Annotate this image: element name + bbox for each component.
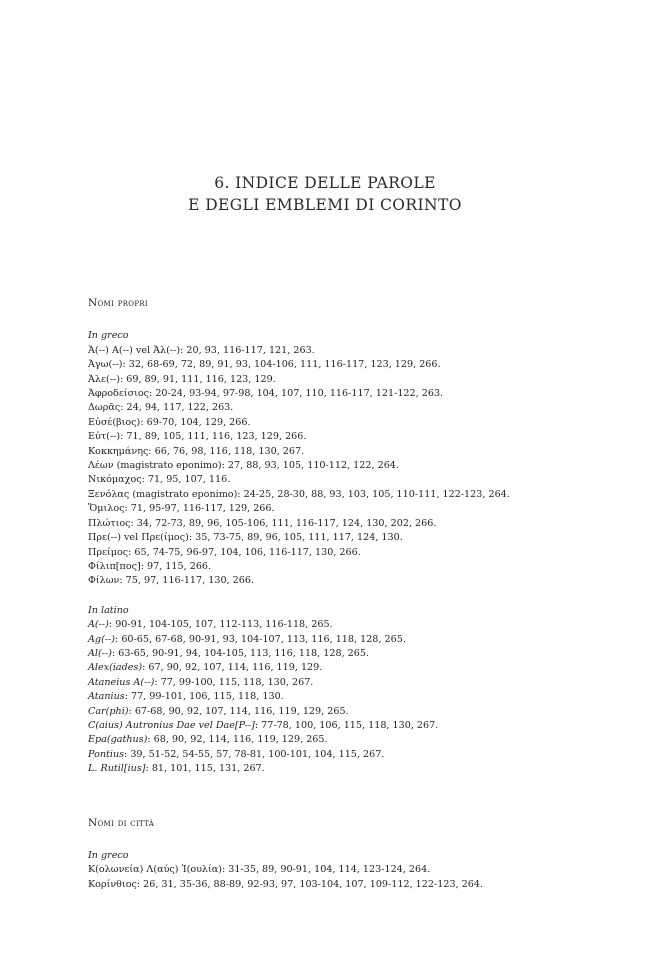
index-entry [88,373,568,387]
entry-term: Ataneius A(--) [88,676,155,688]
entry-term: Al(--) [88,647,112,659]
index-entry [88,574,568,588]
entry-term: Ag(--) [88,633,116,645]
index-entry [88,719,568,733]
entry-page-refs: : 65, 74-75, 96-97, 104, 106, 116-117, 130, 266. [128,546,361,558]
entry-term: Ἀ(--) Α(--) vel Ἀλ(--) [88,344,181,356]
subheading-in-greco: In greco [88,850,129,861]
page-title [0,172,650,216]
entry-term: A(--) [88,619,109,631]
entry-list [88,344,568,589]
entry-term: Epa(gathus) [88,734,148,746]
index-entry [88,546,568,560]
index-entry [88,344,568,358]
entry-term: Δωρᾶς [88,402,121,414]
section-heading-nomi-propri: Nomi propri [88,297,148,309]
entry-page-refs: : 24, 94, 117, 122, 263. [120,402,234,414]
group-greek-cities [88,849,568,892]
entry-page-refs: : 69-70, 104, 129, 266. [140,416,251,428]
index-entry [88,517,568,531]
section-heading-nomi-di-citta: Nomi di città [88,816,155,829]
entry-list [88,618,568,776]
entry-term: Φίλιπ[πος] [88,560,141,572]
entry-page-refs: : 77, 99-101, 106, 115, 118, 130. [124,691,284,703]
entry-page-refs: : 71, 95, 107, 116. [141,474,231,486]
entry-page-refs: : 77-78, 100, 106, 115, 118, 130, 267. [254,719,439,731]
index-entry [88,676,568,690]
entry-list [88,863,568,892]
index-entry [88,430,568,444]
entry-page-refs: : 66, 76, 98, 116, 118, 130, 267. [148,445,305,457]
entry-page-refs: : 71, 89, 105, 111, 116, 123, 129, 266. [120,431,307,443]
entry-term: Car(phi) [88,705,129,717]
index-entry [88,416,568,430]
entry-term: Πρε(--) vel Πρε(ίμος) [88,532,189,544]
entry-term: Pontius [88,748,125,760]
entry-page-refs: : 90-91, 104-105, 107, 112-113, 116-118, 265. [108,619,333,631]
entry-term: Εὐτ(--) [88,431,121,443]
index-content [88,296,568,907]
entry-page-refs: : 35, 73-75, 89, 96, 105, 111, 117, 124, 130. [188,532,403,544]
entry-page-refs: : 75, 97, 116-117, 130, 266. [119,575,255,587]
index-entry [88,502,568,516]
entry-page-refs: : 71, 95-97, 116-117, 129, 266. [124,503,275,515]
index-entry [88,733,568,747]
entry-page-refs: : 31-35, 89, 90-91, 104, 114, 123-124, 264. [222,864,431,876]
entry-term: Νικόμαχος [88,474,142,486]
entry-term: Φίλων [88,575,120,587]
index-entry [88,705,568,719]
entry-term: Atanius [88,691,125,703]
entry-term: Πρείμος [88,546,129,558]
index-entry [88,445,568,459]
index-entry [88,531,568,545]
entry-term: Ἀφροδείσιος [88,388,150,400]
index-entry [88,358,568,372]
entry-page-refs: : 67, 90, 92, 107, 114, 116, 119, 129. [142,662,323,674]
subheading-in-greco: In greco [88,330,129,342]
group-latin-names [88,604,568,777]
entry-term: Ἀγω(--) [88,359,123,371]
index-entry [88,488,568,502]
entry-page-refs: : 68, 90, 92, 114, 116, 119, 129, 265. [147,734,328,746]
entry-page-refs: : 81, 101, 115, 131, 267. [145,763,265,775]
entry-page-refs: : 63-65, 90-91, 94, 104-105, 113, 116, 118, 128, 265. [111,647,370,659]
entry-term: Ἀλε(--) [88,373,120,385]
entry-page-refs: : 60-65, 67-68, 90-91, 93, 104-107, 113, 116, 118, 128, 265. [115,633,406,645]
entry-page-refs: : 77, 99-100, 115, 118, 130, 267. [154,676,314,688]
index-entry [88,661,568,675]
entry-term: Κορίνθιος [88,878,137,890]
index-entry [88,401,568,415]
entry-page-refs: : 39, 51-52, 54-55, 57, 78-81, 100-101, 104, 115, 267. [124,748,385,760]
title-line-2: E DEGLI EMBLEMI DI CORINTO [188,196,462,214]
entry-term: Λέων [88,460,114,472]
entry-term: C(aius) Autronius Dae vel Dae[P--] [88,719,255,731]
index-entry [88,647,568,661]
entry-term: Ξενόλας [88,488,130,500]
index-entry [88,762,568,776]
entry-term: Alex(iades) [88,662,143,674]
title-line-1: 6. INDICE DELLE PAROLE [214,174,436,192]
index-entry [88,473,568,487]
index-entry [88,878,568,892]
index-entry [88,387,568,401]
entry-page-refs: : 97, 115, 266. [140,560,212,572]
entry-page-refs: : 34, 72-73, 89, 96, 105-106, 111, 116-117, 124, 130, 202, 266. [130,517,437,529]
entry-page-refs: : 20, 93, 116-117, 121, 263. [180,344,315,356]
index-entry [88,459,568,473]
entry-page-refs: (magistrato eponimo): 24-25, 28-30, 88, 93, 103, 105, 110-111, 122-123, 264. [129,488,510,500]
index-entry [88,618,568,632]
index-entry [88,633,568,647]
entry-page-refs: : 20-24, 93-94, 97-98, 104, 107, 110, 116-117, 121-122, 263. [149,388,444,400]
entry-term: Ὅμιλος [88,503,125,515]
entry-page-refs: : 26, 31, 35-36, 88-89, 92-93, 97, 103-104, 107, 109-112, 122-123, 264. [136,878,484,890]
index-entry [88,863,568,877]
entry-term: Κοκκημάνης [88,445,149,457]
entry-page-refs: : 32, 68-69, 72, 89, 91, 93, 104-106, 111, 116-117, 123, 129, 266. [122,359,441,371]
entry-term: Κ(ολωνεία) Λ(αύς) Ἰ(ουλία) [88,864,222,876]
entry-page-refs: (magistrato eponimo): 27, 88, 93, 105, 110-112, 122, 264. [113,460,399,472]
entry-page-refs: : 67-68, 90, 92, 107, 114, 116, 119, 129, 265. [128,705,349,717]
index-entry [88,748,568,762]
index-entry [88,690,568,704]
entry-page-refs: : 69, 89, 91, 111, 116, 123, 129. [119,373,276,385]
entry-term: Εὐσέ(βιος) [88,416,141,428]
index-entry [88,560,568,574]
group-greek-names [88,329,568,588]
entry-term: Πλώτιος [88,517,131,529]
subheading-in-latino: In latino [88,604,129,616]
entry-term: L. Rutil[ius] [88,763,146,775]
